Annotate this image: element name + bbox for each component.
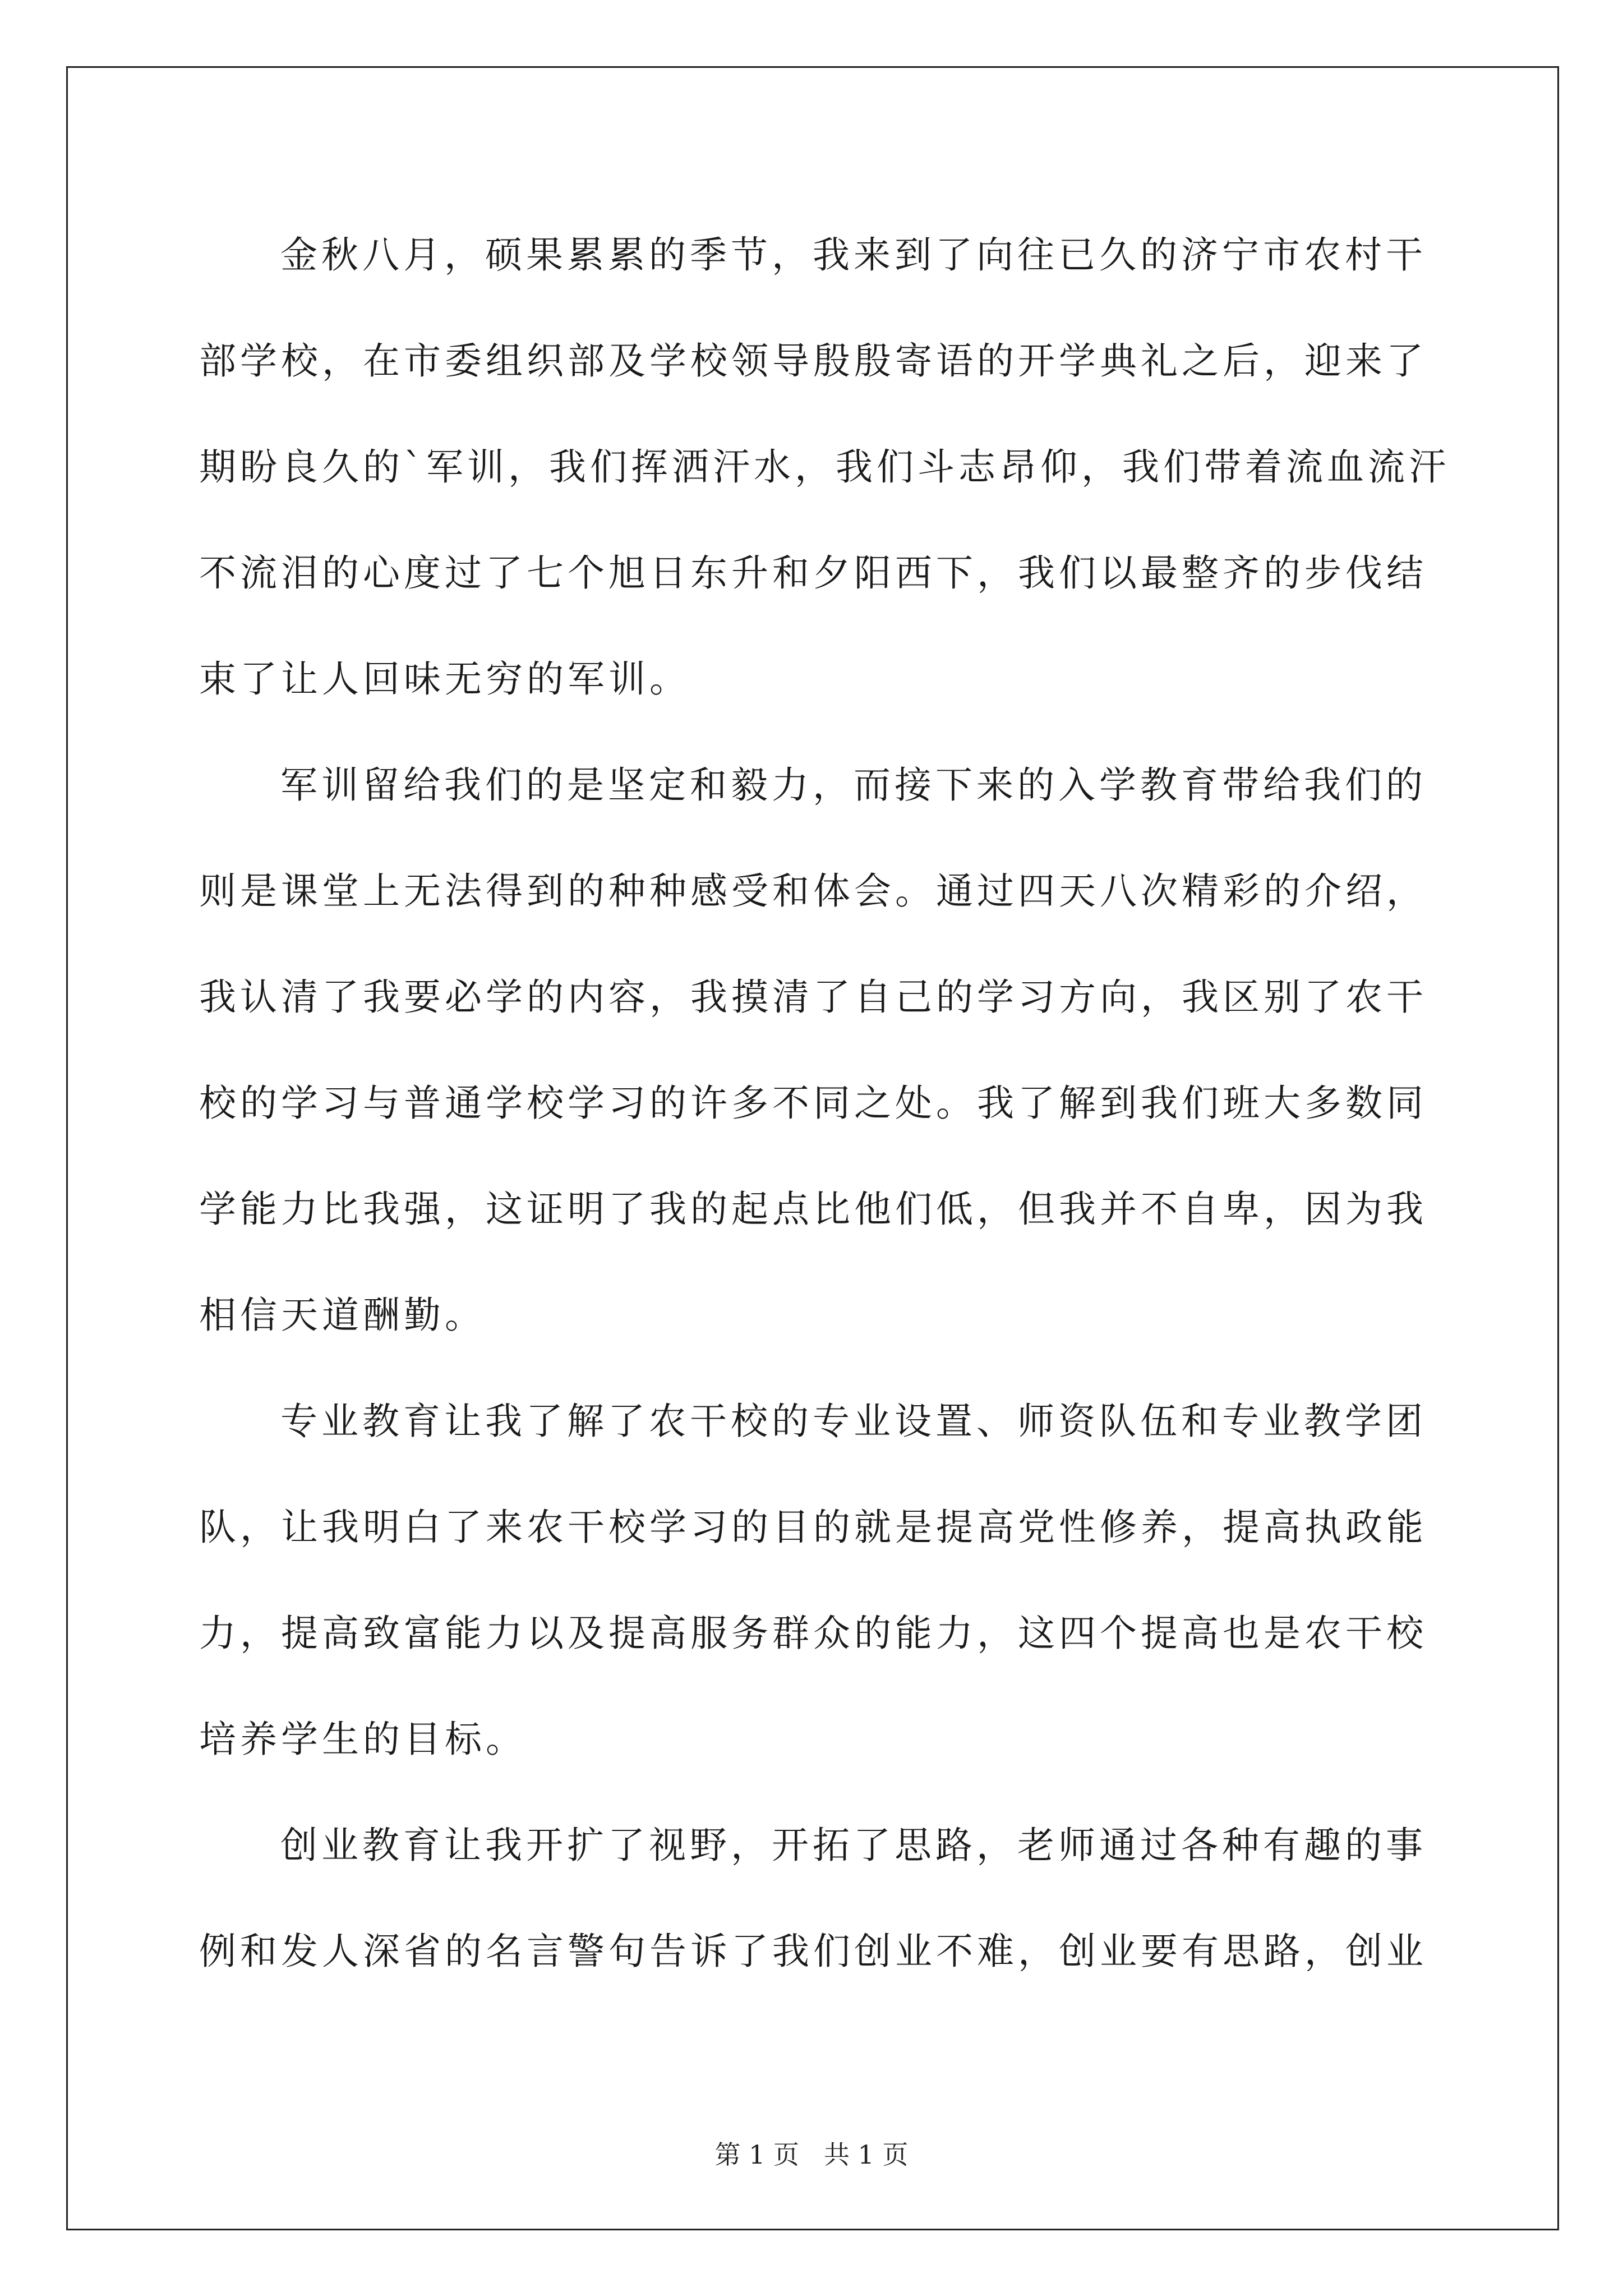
text-line: 束了让人回味无穷的军训。 bbox=[199, 657, 690, 701]
text-line: 学能力比我强，这证明了我的起点比他们低，但我并不自卑，因为我 bbox=[199, 1188, 1427, 1231]
paragraph-2 bbox=[199, 732, 1427, 1368]
text-line: 军训留给我们的是坚定和毅力，而接下来的入学教育带给我们的 bbox=[280, 763, 1427, 807]
text-line: 校的学习与普通学校学习的许多不同之处。我了解到我们班大多数同 bbox=[199, 1082, 1427, 1125]
text-line: 培养学生的目标。 bbox=[199, 1718, 527, 1761]
text-line: 部学校，在市委组织部及学校领导殷殷寄语的开学典礼之后，迎来了 bbox=[199, 339, 1427, 383]
document-body bbox=[199, 202, 1450, 2004]
text-line: 例和发人深省的名言警句告诉了我们创业不难，创业要有思路，创业 bbox=[199, 1930, 1427, 1973]
page-total: 共 1 页 bbox=[823, 2139, 909, 2170]
page-number: 第 1 页 bbox=[714, 2139, 800, 2170]
text-line: 队，让我明白了来农干校学习的目的就是提高党性修养，提高执政能 bbox=[199, 1506, 1427, 1549]
text-line: 相信天道酬勤。 bbox=[199, 1294, 486, 1337]
text-line: 不流泪的心度过了七个旭日东升和夕阳西下，我们以最整齐的步伐结 bbox=[199, 551, 1427, 595]
paragraph-4 bbox=[199, 1792, 1427, 2004]
text-line: 则是课堂上无法得到的种种感受和体会。通过四天八次精彩的介绍， bbox=[199, 869, 1427, 913]
text-line: 我认清了我要必学的内容，我摸清了自己的学习方向，我区别了农干 bbox=[199, 976, 1427, 1019]
text-line: 力，提高致富能力以及提高服务群众的能力，这四个提高也是农干校 bbox=[199, 1612, 1427, 1655]
text-line: 期盼良久的`军训，我们挥洒汗水，我们斗志昂仰，我们带着流血流汗 bbox=[199, 445, 1450, 489]
text-line: 创业教育让我开扩了视野，开拓了思路，老师通过各种有趣的事 bbox=[280, 1824, 1427, 1867]
text-line: 专业教育让我了解了农干校的专业设置、师资队伍和专业教学团 bbox=[280, 1400, 1427, 1443]
text-line: 金秋八月，硕果累累的季节，我来到了向往已久的济宁市农村干 bbox=[280, 233, 1427, 277]
page-footer bbox=[0, 2134, 1623, 2171]
paragraph-3 bbox=[199, 1368, 1427, 1792]
paragraph-1 bbox=[199, 202, 1450, 732]
